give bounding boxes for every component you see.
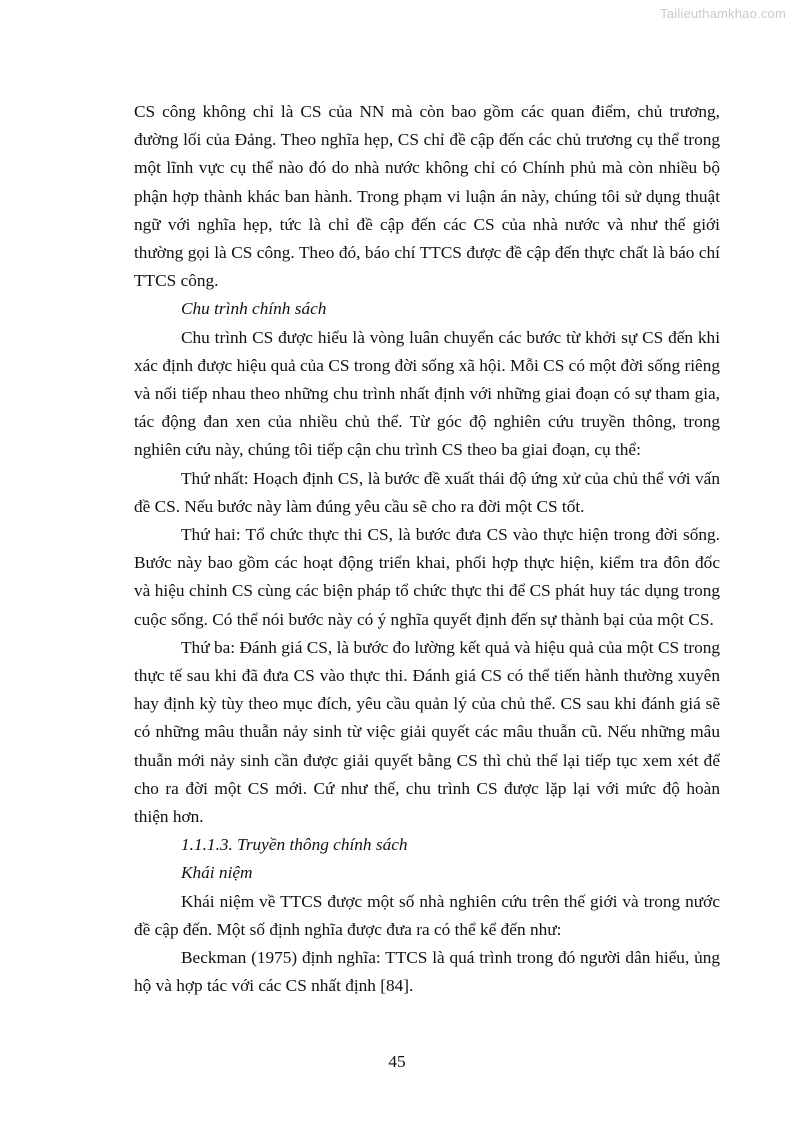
subheading-khai-niem: Khái niệm bbox=[181, 863, 253, 883]
paragraph-thu-hai: Thứ hai: Tổ chức thực thi CS, là bước đưa CS vào thực hiện trong đời sống. Bước này bao gồm các hoạt động triển khai, phối hợp thực hiện, kiểm tra đôn đốc và hiệu chỉnh CS cùng các biện pháp tổ chức thực thi để CS phát huy tác dụng trong cuộc sống. Có thể nói bước này có ý nghĩa quyết định đến sự thành bại của một CS. bbox=[134, 525, 720, 629]
paragraph-thu-nhat: Thứ nhất: Hoạch định CS, là bước đề xuất thái độ ứng xử của chủ thể với vấn đề CS. Nếu bước này làm đúng yêu cầu sẽ cho ra đời một CS tốt. bbox=[134, 468, 720, 516]
paragraph-chu-trinh: Chu trình CS được hiểu là vòng luân chuyển các bước từ khởi sự CS đến khi xác định được hiệu quả của CS trong đời sống xã hội. Mỗi CS có một đời sống riêng và nối tiếp nhau theo những chu trình nhất định với những giai đoạn có sự tham gia, tác động đan xen của nhiều chủ thể. Từ góc độ nghiên cứu truyền thông, trong nghiên cứu này, chúng tôi tiếp cận chu trình CS theo ba giai đoạn, cụ thể: bbox=[134, 327, 720, 460]
page-number: 45 bbox=[388, 1052, 406, 1071]
paragraph-khai-niem: Khái niệm về TTCS được một số nhà nghiên cứu trên thế giới và trong nước đề cập đến. Một số định nghĩa được đưa ra có thể kể đến như: bbox=[134, 891, 720, 939]
paragraph-thu-ba: Thứ ba: Đánh giá CS, là bước đo lường kết quả và hiệu quả của một CS trong thực tế sau khi đã đưa CS vào thực thi. Đánh giá CS có thể tiến hành thường xuyên hay định kỳ tùy theo mục đích, yêu cầu quản lý của chủ thể. CS sau khi đánh giá sẽ có những mâu thuẫn nảy sinh từ việc giải quyết các mâu thuẫn cũ. Nếu những mâu thuẫn mới nảy sinh cần được giải quyết bằng CS thì chủ thể lại tiếp tục xem xét để cho ra đời một CS mới. Cứ như thế, chu trình CS được lặp lại với mức độ hoàn thiện hơn. bbox=[134, 637, 720, 827]
paragraph-beckman: Beckman (1975) định nghĩa: TTCS là quá trình trong đó người dân hiểu, ủng hộ và hợp tác với các CS nhất định [84]. bbox=[134, 948, 720, 996]
watermark-text: Tailieuthamkhao.com bbox=[660, 6, 786, 21]
section-heading-ttcs: 1.1.1.3. Truyền thông chính sách bbox=[181, 835, 408, 855]
paragraph-cs-cong: CS công không chỉ là CS của NN mà còn bao gồm các quan điểm, chủ trương, đường lối của Đảng. Theo nghĩa hẹp, CS chỉ đề cập đến các chủ trương cụ thể trong một lĩnh vực cụ thể nào đó do nhà nước không chỉ có Chính phủ mà còn nhiều bộ phận hợp thành khác ban hành. Trong phạm vi luận án này, chúng tôi sử dụng thuật ngữ với nghĩa hẹp, tức là chỉ đề cập đến các CS của nhà nước và như thế giới thường gọi là CS công. Theo đó, báo chí TTCS được đề cập đến thực chất là báo chí TTCS công. bbox=[134, 102, 720, 291]
heading-chu-trinh: Chu trình chính sách bbox=[181, 299, 327, 319]
document-body bbox=[134, 98, 720, 1001]
